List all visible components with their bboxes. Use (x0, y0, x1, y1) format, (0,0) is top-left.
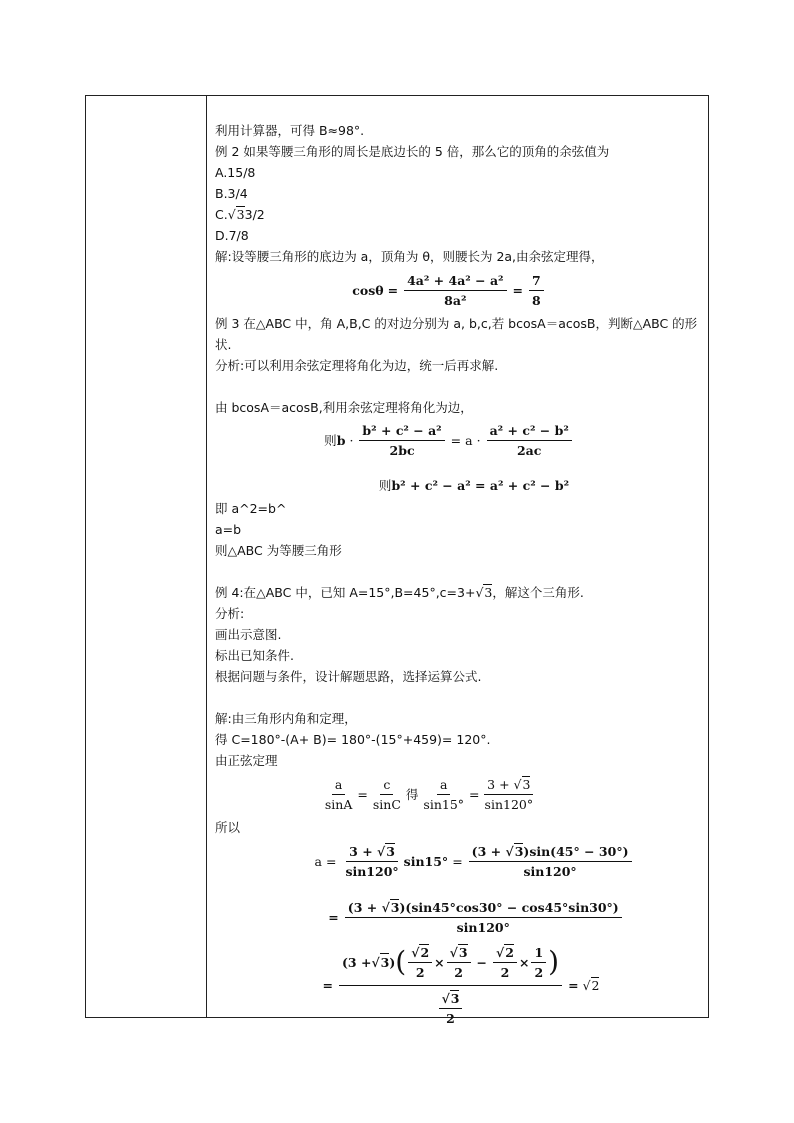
option-a: A.15/8 (215, 165, 256, 180)
substitution-formula: 则 b · $\frac{\text{b² + c² − a²}}{2bc}$ = a · $\frac{\text{a² + c² − b²}}{2ac}$ (195, 418, 703, 462)
text-line: 标出已知条件. (215, 648, 294, 663)
conclusion-line: 则△ABC 为等腰三角形 (215, 543, 342, 558)
left-column-cell (86, 96, 207, 1017)
table-frame (85, 95, 709, 1026)
text-line: 解:由三角形内角和定理， (215, 711, 357, 726)
angle-sum-line: 得 C=180°-(A+ B)= 180°-(15°+459)= 120°. (215, 732, 491, 747)
text-line: 根据问题与条件，设计解题思路，选择运算公式. (215, 669, 482, 684)
cosine-formula: cosθ = $\frac{\text{4a² + 4a² − a²}}{\text{8a²}}$ = $\frac{7}{8}$ (195, 267, 703, 313)
numeric-result-formula: = ( 3 + √ 3 ) ( $\frac{√2}{2}$ × $\frac{√3}{2}$ − $\frac{√2}{2}$ × $\frac{1}{2}$ ) $\frac{√3}{2}$ = √2 (322, 944, 600, 1026)
content-cell (215, 120, 703, 1030)
law-of-sines-formula: $\frac{a}{\sin A}$ = $\frac{c}{\sin C}$ 得 $\frac{a}{\sin 15^\circ}$ = $\frac{3 + √3}{\sin 120^\circ}$ (324, 776, 534, 812)
text-line: 利用计算器，可得 B≈98°. (215, 123, 365, 138)
option-b: B.3/4 (215, 186, 248, 201)
text-line: 所以 (215, 820, 241, 835)
example-4-question: 例 4:在△ABC 中，已知 A=15°,B=45°,c=3+√3，解这个三角形. (215, 585, 584, 600)
expanded-formula: = $\frac{(3 + √3)(\sin 45^\circ\cos 30^\circ - \cos 45^\circ\sin 30^\circ)}{\sin 120^\circ}$ (245, 894, 703, 940)
option-c: C.√33/2 (215, 207, 265, 222)
analysis-line: 分析:可以利用余弦定理将角化为边，统一后再求解. (215, 358, 499, 373)
text-line: a=b (215, 522, 242, 537)
simplified-equation: 则 b² + c² − a² = a² + c² − b² (378, 477, 570, 493)
text-line: 分析: (215, 606, 245, 621)
solution-intro: 解:设等腰三角形的底边为 a，顶角为 θ，则腰长为 2a,由余弦定理得， (215, 249, 604, 264)
side-a-formula: a = $\frac{3 + √3}{\sin 120^\circ}$ sin15° = $\frac{(3 + √3)\sin(45^\circ - 30^\circ)}{\sin 120^\circ}$ (245, 838, 703, 884)
text-line: 即 a^2=b^ (215, 501, 287, 516)
example-2-question: 例 2 如果等腰三角形的周长是底边长的 5 倍，那么它的顶角的余弦值为 (215, 144, 610, 159)
derivation-line: 由 bcosA＝acosB,利用余弦定理将角化为边， (215, 400, 473, 415)
text-line: 由正弦定理 (215, 753, 278, 768)
example-3-question: 例 3 在△ABC 中，角 A,B,C 的对边分别为 a, b,c,若 bcosA＝acosB，判断△ABC 的形状. (215, 316, 698, 352)
option-d: D.7/8 (215, 228, 249, 243)
text-line: 画出示意图. (215, 627, 282, 642)
